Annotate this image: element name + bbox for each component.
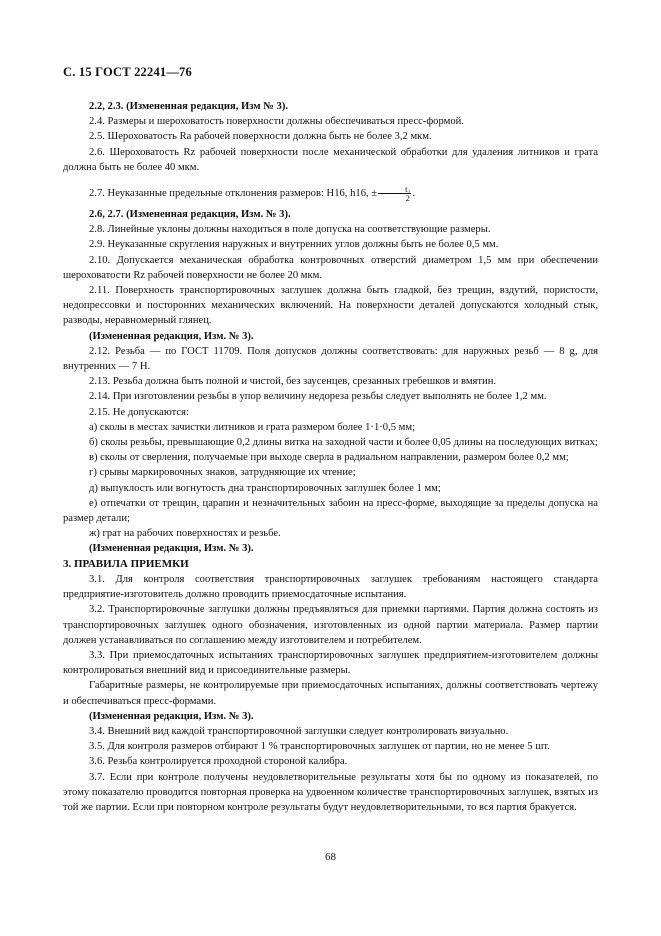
paragraph: 3.7. Если при контроле получены неудовлетворительные результаты хотя бы по одному из показателей, по этому показателю проводится повторная проверка на удвоенном количестве транспортировочных заглушек, взятых из той же партии. Если при повторном контроле результаты будут неудовлетворительными, то вся партия бракуется. [63, 771, 598, 813]
list-item: г) срывы маркировочных знаков, затрудняющие их чтение; [89, 467, 356, 479]
paragraph: 2.8. Линейные уклоны должны находиться в поле допуска на соответствующие размеры. [89, 224, 491, 236]
page-number: 68 [325, 851, 336, 863]
list-item: а) сколы в местах зачистки литников и грата размером более 1·1·0,5 мм; [89, 421, 416, 433]
list-item: д) выпуклость или вогнутость дна транспортировочных заглушек более 1 мм; [89, 482, 441, 494]
paragraph: 2.6, 2.7. (Измененная редакция, Изм. № 3). [89, 209, 291, 221]
paragraph: 3.5. Для контроля размеров отбирают 1 % транспортировочных заглушек от партии, но не менее 5 шт. [89, 741, 550, 753]
tolerance-end: . [412, 187, 416, 199]
paragraph: 2.5. Шероховатость Ra рабочей поверхности должна быть не более 3,2 мкм. [89, 131, 432, 143]
paragraph: 2.11. Поверхность транспортировочных заглушек должна быть гладкой, без трещин, вздутий, пористости, недопрессовки и посторонних механических включений. На поверхности деталей допускаются холодный стык, разводы, неравномерный глянец. [63, 285, 598, 327]
paragraph: 3.4. Внешний вид каждой транспортировочной заглушки следует контролировать визуально. [89, 725, 509, 737]
document-body [63, 99, 598, 815]
list-item: е) отпечатки от трещин, царапин и незначительных забоин на пресс-форме, выходящие за пределы допуска на размер детали; [63, 497, 598, 525]
paragraph: 2.12. Резьба — по ГОСТ 11709. Поля допусков должны соответствовать: для наружных резьб — 8 g, для внутренних — 7 H. [63, 345, 598, 373]
paragraph: 2.10. Допускается механическая обработка контровочных отверстий диаметром 1,5 мм при обеспечении шероховатости Rz рабочей поверхности не более 20 мкм. [63, 254, 598, 281]
paragraph: Габаритные размеры, не контролируемые при приемосдаточных испытаниях, должны соответствовать чертежу и обеспечиваться пресс-формами. [63, 680, 598, 707]
paragraph: (Измененная редакция, Изм. № 3). [89, 710, 254, 722]
paragraph: 3.1. Для контроля соответствия транспортировочных заглушек требованиям настоящего стандарта предприятие-изготовитель должно проводить приемосдаточные испытания. [63, 573, 598, 601]
list-item: в) сколы от сверления, получаемые при выходе сверла в радиальном направлении, размером более 0,2 мм; [89, 452, 569, 464]
paragraph: (Измененная редакция, Изм. № 3). [89, 330, 254, 342]
list-item: б) сколы резьбы, превышающие 0,2 длины витка на заходной части и более 0,05 длины на последующих витках; [89, 437, 598, 449]
paragraph: 2.13. Резьба должна быть полной и чистой, без заусенцев, срезанных гребешков и вмятин. [89, 376, 497, 388]
paragraph: 2.9. Неуказанные скругления наружных и внутренних углов должны быть не более 0,5 мм. [89, 239, 499, 251]
paragraph: 2.15. Не допускаются: [89, 406, 189, 418]
tolerance-text: 2.7. Неуказанные предельные отклонения размеров: H16, h16, ± [89, 187, 378, 199]
paragraph: 3.3. При приемосдаточных испытаниях транспортировочных заглушек предприятием-изготовителем должны контролироваться внешний вид и присоединительные размеры. [63, 649, 598, 677]
fraction-numerator: t₂ [378, 185, 411, 194]
page-header: С. 15 ГОСТ 22241—76 [63, 65, 192, 79]
paragraph: (Измененная редакция, Изм. № 3). [89, 543, 254, 555]
paragraph: 3.2. Транспортировочные заглушки должны предъявляться для приемки партиями. Партия должна состоять из транспортировочных заглушек одного обозначения, изготовленных из одной партии материала. Размер партии должен устанавливаться по соглашению между изготовителем и потребителем. [63, 604, 598, 646]
paragraph: 2.6. Шероховатость Rz рабочей поверхности после механической обработки для удаления литников и грата должна быть не более 40 мкм. [63, 146, 598, 173]
paragraph-tolerance [63, 185, 598, 202]
paragraph: 2.14. При изготовлении резьбы в упор величину недореза резьбы следует выполнять не более 1,2 мм. [89, 391, 547, 403]
tolerance-fraction [378, 185, 411, 202]
fraction-denominator: 2 [405, 193, 410, 204]
list-item: ж) грат на рабочих поверхностях и резьбе. [89, 528, 281, 540]
paragraph: 2.4. Размеры и шероховатость поверхности должны обеспечиваться пресс-формой. [89, 116, 464, 128]
paragraph: 3.6. Резьба контролируется проходной стороной калибра. [89, 756, 348, 768]
paragraph: 2.2, 2.3. (Измененная редакция, Изм № 3). [89, 101, 288, 112]
section-heading: 3. ПРАВИЛА ПРИЕМКИ [63, 557, 189, 570]
